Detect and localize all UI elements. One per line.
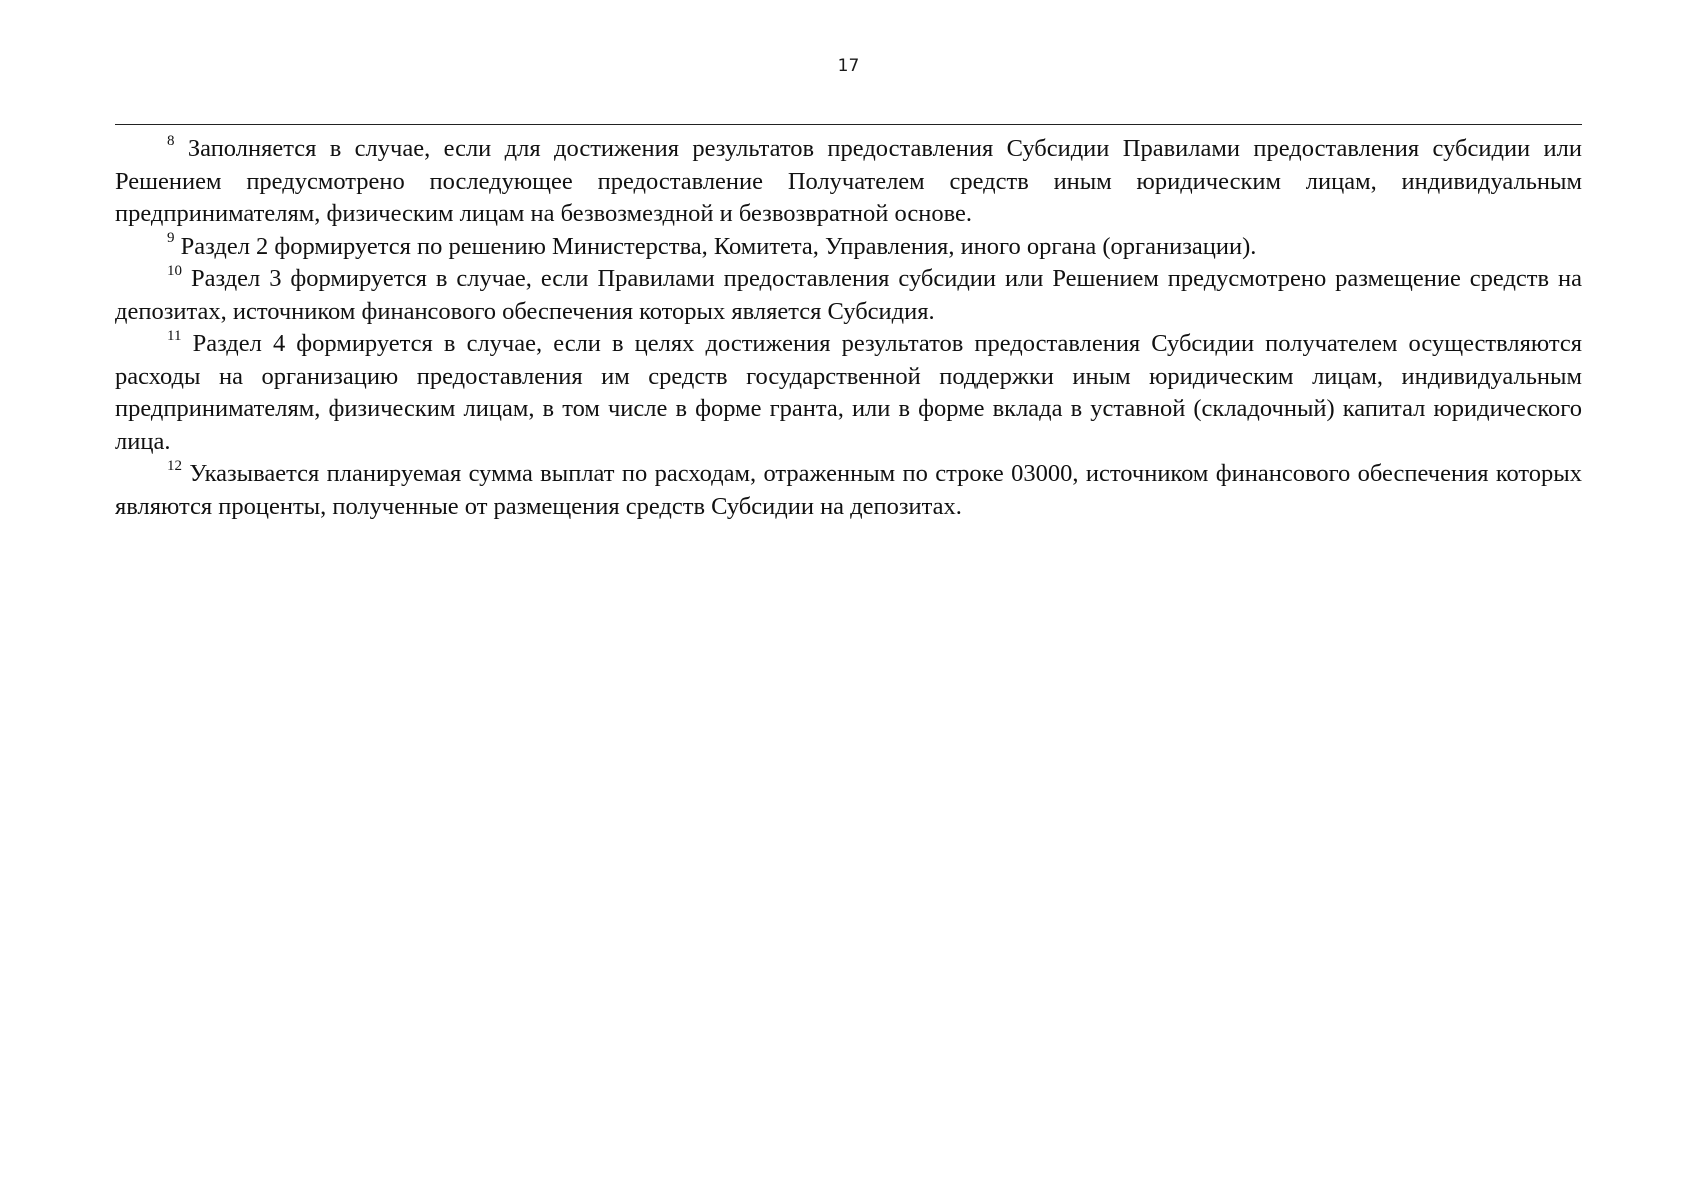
footnote-marker: 9 bbox=[167, 230, 175, 247]
footnote-9 bbox=[115, 231, 1582, 264]
footnote-11 bbox=[115, 328, 1582, 458]
page-number: 17 bbox=[837, 56, 860, 76]
footnote-text: Указывается планируемая сумма выплат по расходам, отраженным по строке 03000, источником финансового обеспечения которых являются проценты, полученные от размещения средств Субсидии на депозитах. bbox=[115, 460, 1583, 520]
footnote-separator bbox=[115, 124, 1582, 125]
footnote-marker: 12 bbox=[167, 457, 182, 474]
footnote-marker: 10 bbox=[167, 262, 182, 279]
footnote-marker: 11 bbox=[167, 327, 182, 344]
footnote-marker: 8 bbox=[167, 132, 175, 149]
footnote-text: Раздел 3 формируется в случае, если Правилами предоставления субсидии или Решением предусмотрено размещение средств на депозитах, источником финансового обеспечения которых является Субсидия. bbox=[115, 265, 1583, 325]
footnote-8 bbox=[115, 133, 1582, 231]
footnotes-section bbox=[115, 133, 1582, 523]
footnote-text: Заполняется в случае, если для достижения результатов предоставления Субсидии Правилами предоставления субсидии или Решением предусмотрено последующее предоставление Получателем средств иным юридическим лицам, индивидуальным предпринимателям, физическим лицам на безвозмездной и безвозвратной основе. bbox=[115, 135, 1582, 227]
footnote-10 bbox=[115, 263, 1582, 328]
footnote-text: Раздел 2 формируется по решению Министерства, Комитета, Управления, иного органа (организации). bbox=[180, 232, 1257, 260]
footnote-text: Раздел 4 формируется в случае, если в целях достижения результатов предоставления Субсидии получателем осуществляются расходы на организацию предоставления им средств государственной поддержки иным юридическим лицам, индивидуальным предпринимателям, физическим лицам, в том числе в форме гранта, или в форме вклада в уставной (складочный) капитал юридического лица. bbox=[115, 330, 1583, 455]
footnote-12 bbox=[115, 458, 1582, 523]
